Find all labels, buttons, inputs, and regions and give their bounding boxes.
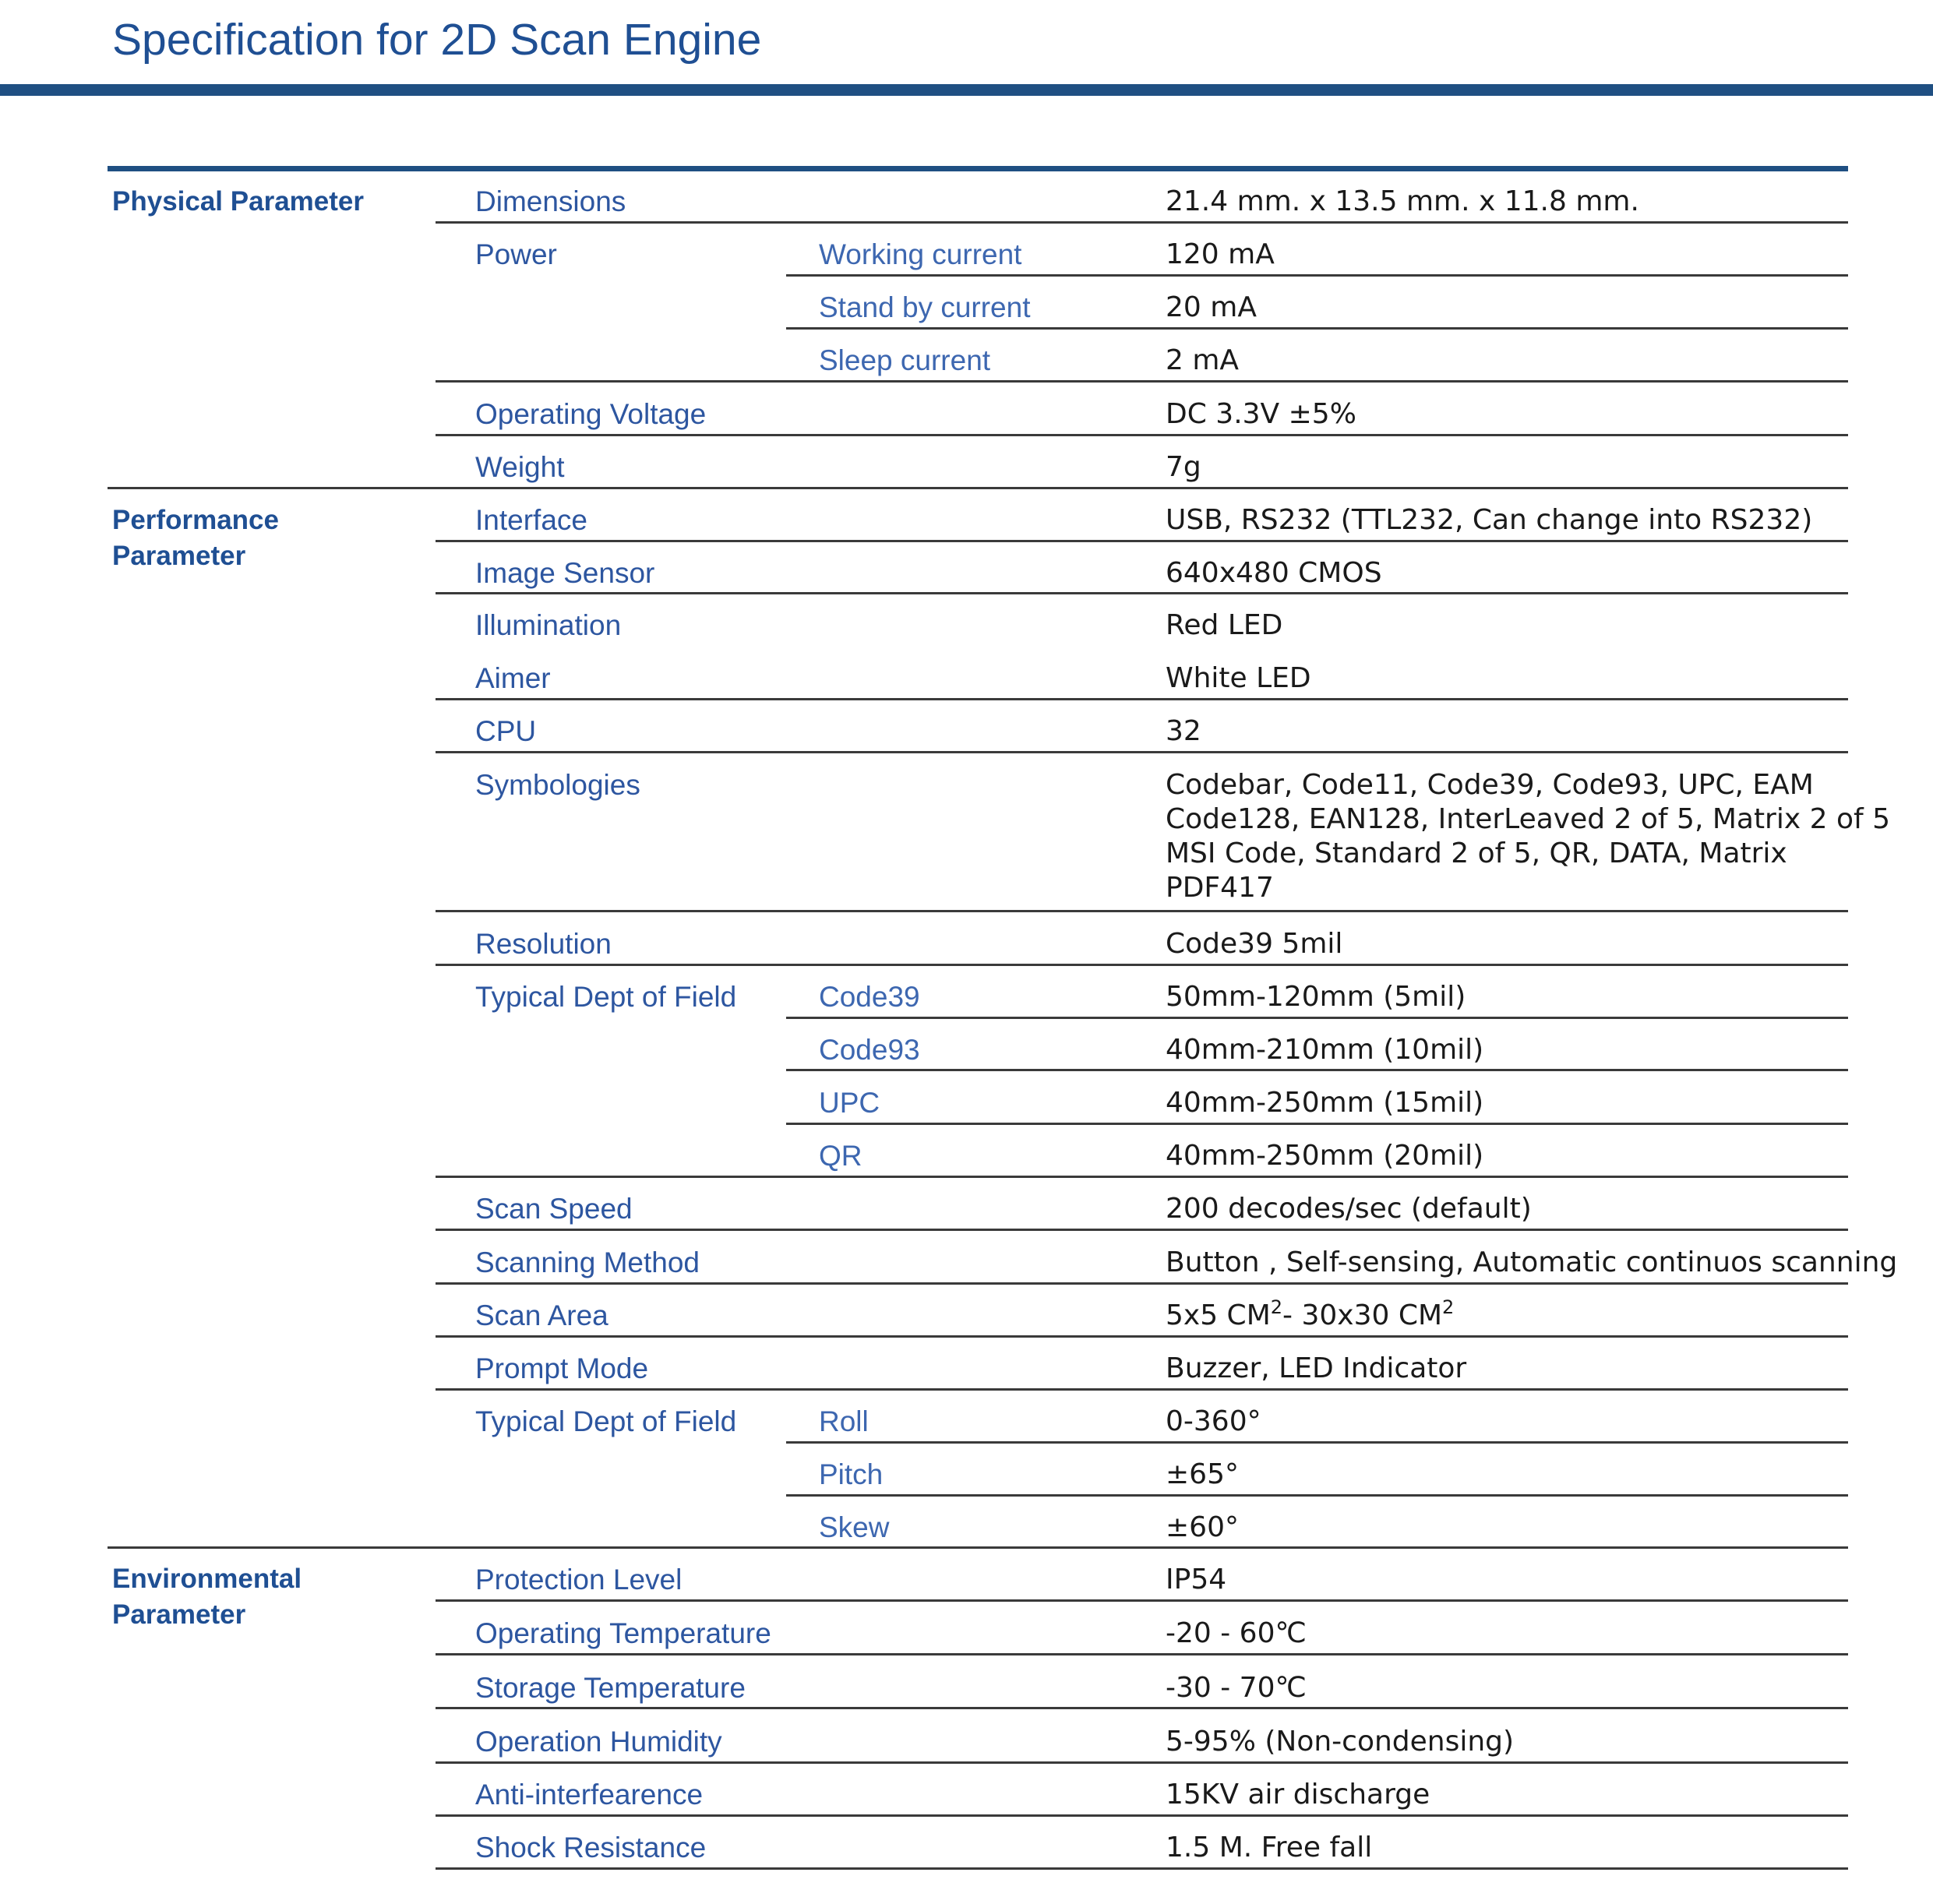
row-divider: [436, 751, 1848, 753]
row-divider: [786, 1017, 1848, 1019]
param-label: Symbologies: [475, 769, 640, 801]
param-label: Operating Voltage: [475, 398, 707, 430]
row-divider: [786, 327, 1848, 330]
row-divider: [786, 1441, 1848, 1444]
superscript: 2: [1442, 1296, 1455, 1318]
row-divider: [436, 1707, 1848, 1709]
row-divider: [436, 1761, 1848, 1764]
param-label: Power: [475, 238, 557, 270]
row-divider: [786, 1123, 1848, 1125]
param-label: CPU: [475, 715, 537, 747]
group-divider: [108, 487, 1848, 489]
param-value: 7g: [1166, 451, 1201, 483]
param-value: 21.4 mm. x 13.5 mm. x 11.8 mm.: [1166, 185, 1639, 217]
param-value: 200 decodes/sec (default): [1166, 1193, 1532, 1225]
param-label: Typical Dept of Field: [475, 1405, 737, 1437]
param-label: Image Sensor: [475, 557, 655, 589]
sub-param-label: UPC: [819, 1087, 880, 1119]
sub-param-label: Skew: [819, 1511, 890, 1543]
param-value: 5-95% (Non-condensing): [1166, 1726, 1515, 1758]
table-top-rule: [108, 166, 1848, 171]
row-divider: [436, 698, 1848, 700]
param-value: IP54: [1166, 1564, 1227, 1595]
param-label: Dimensions: [475, 185, 626, 217]
group-divider: [108, 1546, 1848, 1549]
param-value: 32: [1166, 715, 1201, 747]
param-value: -30 - 70℃: [1166, 1672, 1307, 1704]
param-value: 0-360°: [1166, 1405, 1261, 1437]
param-value: 640x480 CMOS: [1166, 557, 1382, 589]
param-label: Illumination: [475, 609, 622, 641]
param-label: Scan Speed: [475, 1193, 633, 1225]
param-value: ±65°: [1166, 1458, 1239, 1490]
group-label: Performance Parameter: [112, 505, 279, 571]
sub-param-label: Sleep current: [819, 344, 991, 376]
param-value: 40mm-210mm (10mil): [1166, 1034, 1484, 1066]
row-divider: [436, 1599, 1848, 1602]
row-divider: [436, 380, 1848, 383]
row-divider: [436, 964, 1848, 966]
param-value: 1.5 M. Free fall: [1166, 1832, 1373, 1863]
sub-param-label: Roll: [819, 1405, 869, 1437]
param-value: 120 mA: [1166, 238, 1275, 270]
sub-param-label: Pitch: [819, 1458, 884, 1490]
param-label: Prompt Mode: [475, 1352, 649, 1384]
param-value: 2 mA: [1166, 344, 1240, 376]
row-divider: [436, 1229, 1848, 1231]
title-underline-bar: [0, 84, 1933, 96]
row-divider: [436, 1388, 1848, 1391]
param-value: Code39 5mil: [1166, 928, 1343, 960]
param-label: Storage Temperature: [475, 1672, 746, 1704]
sub-param-label: Working current: [819, 238, 1022, 270]
group-label: Physical Parameter: [112, 186, 364, 217]
param-value: 50mm-120mm (5mil): [1166, 981, 1466, 1013]
param-value: 20 mA: [1166, 291, 1257, 323]
param-label: Resolution: [475, 928, 612, 960]
sub-param-label: QR: [819, 1140, 862, 1172]
row-divider: [436, 1282, 1848, 1285]
param-value: 40mm-250mm (15mil): [1166, 1087, 1484, 1119]
param-label: Operation Humidity: [475, 1726, 722, 1758]
param-value: 15KV air discharge: [1166, 1779, 1430, 1811]
param-value: Buzzer, LED Indicator: [1166, 1352, 1467, 1384]
param-value: ±60°: [1166, 1511, 1239, 1543]
row-divider: [436, 540, 1848, 542]
param-label: Shock Resistance: [475, 1832, 707, 1863]
param-label: Protection Level: [475, 1564, 683, 1595]
group-label: Environmental Parameter: [112, 1564, 302, 1630]
superscript: 2: [1270, 1296, 1283, 1318]
row-divider: [786, 1494, 1848, 1497]
param-label: Scan Area: [475, 1299, 608, 1331]
param-value: USB, RS232 (TTL232, Can change into RS232): [1166, 504, 1813, 536]
row-divider: [436, 434, 1848, 436]
param-value: -20 - 60℃: [1166, 1617, 1307, 1649]
param-value: Button , Self-sensing, Automatic continuos scanning: [1166, 1246, 1898, 1278]
row-divider: [436, 1653, 1848, 1655]
param-label: Typical Dept of Field: [475, 981, 737, 1013]
param-value: Red LED: [1166, 609, 1283, 641]
row-divider: [436, 1176, 1848, 1178]
row-divider: [436, 592, 1848, 594]
param-label: Anti-interfearence: [475, 1779, 704, 1811]
param-value: DC 3.3V ±5%: [1166, 398, 1356, 430]
row-divider: [436, 1814, 1848, 1817]
sub-param-label: Code93: [819, 1034, 920, 1066]
row-divider: [436, 1335, 1848, 1338]
param-label: Interface: [475, 504, 587, 536]
param-value: Codebar, Code11, Code39, Code93, UPC, EAM Code128, EAN128, InterLeaved 2 of 5, Matrix 2 of 5 MSI Code, Standard 2 of 5, QR, DATA, Matrix PDF417: [1166, 769, 1891, 904]
row-divider: [436, 910, 1848, 912]
row-divider: [436, 221, 1848, 224]
param-value: White LED: [1166, 662, 1311, 694]
param-label: Scanning Method: [475, 1246, 700, 1278]
scan-area-max: - 30x30 CM: [1282, 1299, 1443, 1331]
param-label: Aimer: [475, 662, 551, 694]
param-value: [1166, 1296, 1455, 1333]
sub-param-label: Code39: [819, 981, 920, 1013]
sub-param-label: Stand by current: [819, 291, 1031, 323]
param-value: 40mm-250mm (20mil): [1166, 1140, 1484, 1172]
page-title: Specification for 2D Scan Engine: [112, 15, 762, 65]
param-label: Operating Temperature: [475, 1617, 771, 1649]
row-divider: [436, 1867, 1848, 1870]
param-label: Weight: [475, 451, 565, 483]
row-divider: [786, 1069, 1848, 1071]
scan-area-min: 5x5 CM: [1166, 1299, 1271, 1331]
row-divider: [786, 274, 1848, 277]
